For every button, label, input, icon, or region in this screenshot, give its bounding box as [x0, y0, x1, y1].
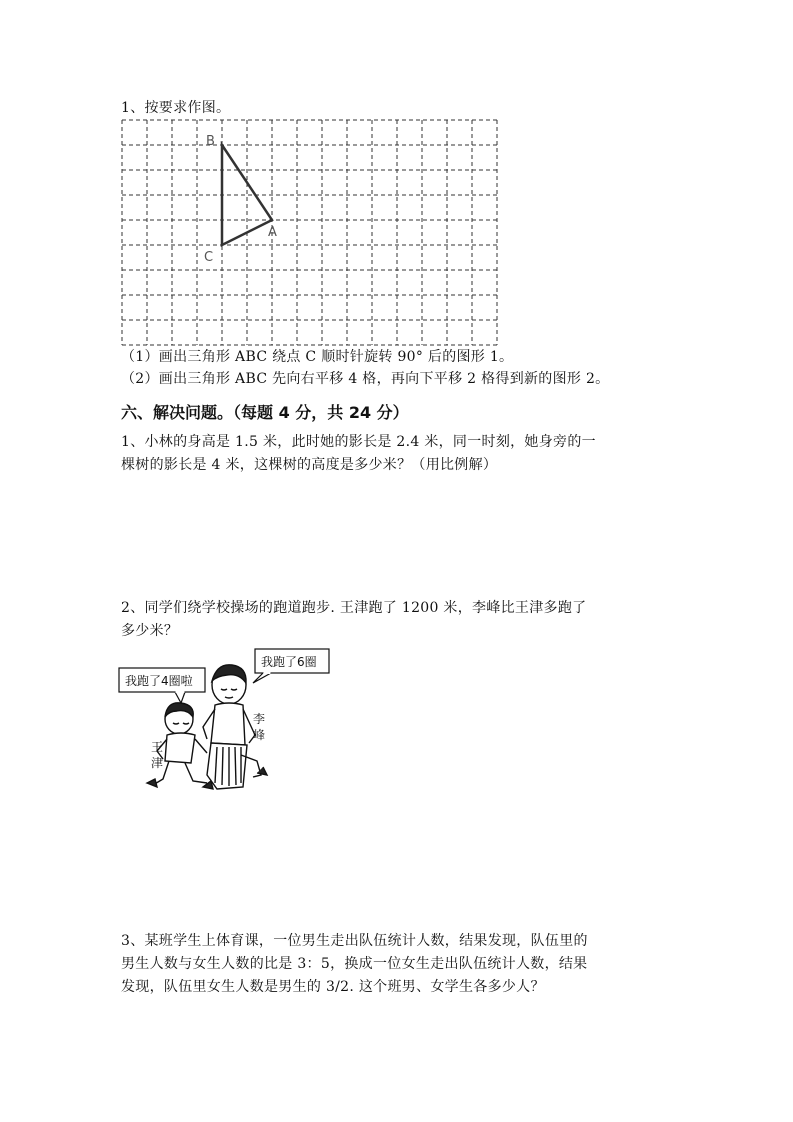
runners-illustration — [117, 643, 337, 803]
name-left-char-2: 津 — [151, 756, 164, 770]
problem-2-line-1: 2、同学们绕学校操场的跑道跑步. 王津跑了 1200 米，李峰比王津多跑了 — [121, 600, 587, 616]
vertex-label-a: A — [268, 225, 277, 240]
name-right-char-1: 李 — [253, 712, 266, 726]
problem-1-line-1: 1、小林的身高是 1.5 米，此时她的影长是 2.4 米，同一时刻，她身旁的一 — [121, 434, 596, 450]
problem-3-line-3: 发现，队伍里女生人数是男生的 3/2. 这个班男、女学生各多少人？ — [121, 979, 545, 995]
vertex-label-b: B — [206, 134, 215, 149]
q1-task-2: （2）画出三角形 ABC 先向右平移 4 格，再向下平移 2 格得到新的图形 2。 — [121, 371, 610, 387]
speech-bubble-right — [253, 649, 329, 683]
section-6-heading: 六、解决问题。（每题 4 分，共 24 分） — [121, 403, 409, 422]
q1-title: 1、按要求作图。 — [121, 100, 231, 116]
problem-3-line-1: 3、某班学生上体育课，一位男生走出队伍统计人数，结果发现，队伍里的 — [121, 933, 588, 949]
q1-task-1: （1）画出三角形 ABC 绕点 C 顺时针旋转 90° 后的图形 1。 — [121, 349, 514, 365]
name-left-char-1: 王 — [151, 740, 164, 754]
vertex-label-c: C — [204, 250, 214, 265]
bubble-right-text: 我跑了6圈 — [261, 655, 317, 669]
name-right-char-2: 峰 — [253, 728, 266, 742]
problem-2-line-2: 多少米？ — [121, 623, 179, 639]
runner-tall-figure — [203, 665, 267, 789]
problem-1-line-2: 棵树的影长是 4 米，这棵树的高度是多少米？（用比例解） — [121, 457, 498, 473]
problem-3-line-2: 男生人数与女生人数的比是 3：5，换成一位女生走出队伍统计人数，结果 — [121, 956, 588, 972]
drawing-grid — [120, 118, 500, 350]
bubble-left-text: 我跑了4圈啦 — [125, 674, 193, 688]
speech-bubble-left — [119, 668, 205, 703]
